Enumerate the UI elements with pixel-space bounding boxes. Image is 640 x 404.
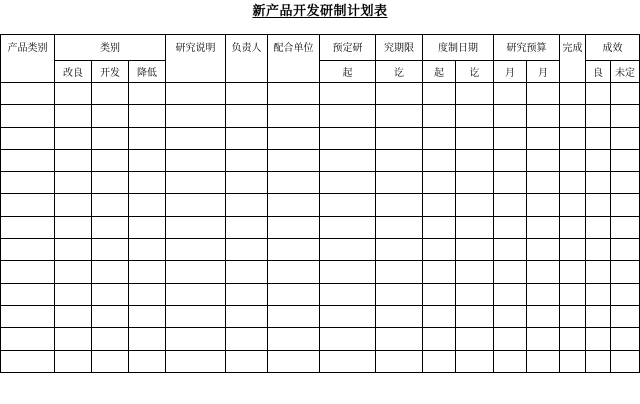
table-cell[interactable] bbox=[456, 305, 494, 327]
table-cell[interactable] bbox=[376, 283, 423, 305]
table-cell[interactable] bbox=[92, 105, 129, 127]
page-title bbox=[0, 3, 640, 21]
table-cell[interactable] bbox=[376, 216, 423, 238]
table-cell[interactable] bbox=[129, 239, 166, 261]
page-title-text: 新产品开发研制计划表 bbox=[252, 4, 388, 19]
table-cell[interactable] bbox=[527, 216, 560, 238]
table-cell[interactable] bbox=[55, 194, 92, 216]
table-cell[interactable] bbox=[55, 149, 92, 171]
table-cell[interactable] bbox=[527, 305, 560, 327]
table-cell[interactable] bbox=[527, 350, 560, 372]
table-cell[interactable] bbox=[320, 149, 376, 171]
table-cell[interactable] bbox=[166, 149, 226, 171]
table-cell[interactable] bbox=[166, 172, 226, 194]
table-cell[interactable] bbox=[226, 127, 268, 149]
table-cell[interactable] bbox=[268, 239, 320, 261]
table-cell[interactable] bbox=[92, 283, 129, 305]
table-cell[interactable] bbox=[586, 328, 611, 350]
table-cell[interactable] bbox=[226, 350, 268, 372]
table-cell[interactable] bbox=[611, 239, 640, 261]
table-cell[interactable] bbox=[376, 194, 423, 216]
table-cell[interactable] bbox=[268, 127, 320, 149]
table-cell[interactable] bbox=[494, 194, 527, 216]
header-result-good: 良 bbox=[586, 61, 611, 83]
table-cell[interactable] bbox=[611, 172, 640, 194]
table-cell[interactable] bbox=[611, 216, 640, 238]
table-cell[interactable] bbox=[560, 305, 586, 327]
table-cell[interactable] bbox=[268, 350, 320, 372]
table-cell[interactable] bbox=[527, 328, 560, 350]
table-row bbox=[1, 194, 640, 216]
table-cell[interactable] bbox=[166, 216, 226, 238]
table-cell[interactable] bbox=[586, 172, 611, 194]
header-period-start: 起 bbox=[320, 61, 376, 83]
table-cell[interactable] bbox=[560, 283, 586, 305]
table-cell[interactable] bbox=[129, 83, 166, 105]
table-row bbox=[1, 261, 640, 283]
table-cell[interactable] bbox=[268, 149, 320, 171]
table-cell[interactable] bbox=[226, 261, 268, 283]
table-cell[interactable] bbox=[423, 261, 456, 283]
table-cell[interactable] bbox=[166, 194, 226, 216]
table-cell[interactable] bbox=[456, 283, 494, 305]
table-cell[interactable] bbox=[586, 149, 611, 171]
table-cell[interactable] bbox=[55, 261, 92, 283]
table-cell[interactable] bbox=[55, 328, 92, 350]
table-cell[interactable] bbox=[456, 194, 494, 216]
table-cell[interactable] bbox=[226, 216, 268, 238]
table-cell[interactable] bbox=[92, 172, 129, 194]
table-cell[interactable] bbox=[268, 261, 320, 283]
table-row bbox=[1, 127, 640, 149]
table-cell[interactable] bbox=[1, 216, 55, 238]
plan-table bbox=[0, 34, 640, 373]
table-cell[interactable] bbox=[55, 305, 92, 327]
table-cell[interactable] bbox=[494, 149, 527, 171]
table-cell[interactable] bbox=[320, 350, 376, 372]
table-cell[interactable] bbox=[55, 83, 92, 105]
table-cell[interactable] bbox=[92, 239, 129, 261]
table-cell[interactable] bbox=[92, 216, 129, 238]
table-cell[interactable] bbox=[55, 239, 92, 261]
table-cell[interactable] bbox=[1, 350, 55, 372]
header-period-limit: 究期限 bbox=[376, 35, 423, 61]
table-cell[interactable] bbox=[586, 127, 611, 149]
table-cell[interactable] bbox=[1, 328, 55, 350]
table-cell[interactable] bbox=[560, 83, 586, 105]
table-cell[interactable] bbox=[268, 216, 320, 238]
table-cell[interactable] bbox=[494, 350, 527, 372]
table-cell[interactable] bbox=[226, 149, 268, 171]
table-cell[interactable] bbox=[1, 149, 55, 171]
table-cell[interactable] bbox=[55, 172, 92, 194]
table-cell[interactable] bbox=[1, 105, 55, 127]
table-cell[interactable] bbox=[226, 172, 268, 194]
table-cell[interactable] bbox=[166, 261, 226, 283]
header-result: 成效 bbox=[586, 35, 640, 61]
table-cell[interactable] bbox=[129, 283, 166, 305]
table-cell[interactable] bbox=[423, 239, 456, 261]
table-cell[interactable] bbox=[92, 194, 129, 216]
table-cell[interactable] bbox=[586, 105, 611, 127]
table-cell[interactable] bbox=[586, 216, 611, 238]
table-cell[interactable] bbox=[423, 105, 456, 127]
table-cell[interactable] bbox=[1, 239, 55, 261]
table-cell[interactable] bbox=[376, 328, 423, 350]
table-cell[interactable] bbox=[55, 216, 92, 238]
table-cell[interactable] bbox=[129, 261, 166, 283]
table-cell[interactable] bbox=[166, 105, 226, 127]
table-cell[interactable] bbox=[1, 261, 55, 283]
table-cell[interactable] bbox=[423, 83, 456, 105]
table-cell[interactable] bbox=[494, 216, 527, 238]
table-cell[interactable] bbox=[527, 149, 560, 171]
table-cell[interactable] bbox=[320, 261, 376, 283]
table-cell[interactable] bbox=[494, 127, 527, 149]
header-reduce: 降低 bbox=[129, 61, 166, 83]
table-cell[interactable] bbox=[423, 328, 456, 350]
table-cell[interactable] bbox=[166, 127, 226, 149]
table-cell[interactable] bbox=[1, 127, 55, 149]
table-cell[interactable] bbox=[494, 283, 527, 305]
table-cell[interactable] bbox=[268, 328, 320, 350]
table-cell[interactable] bbox=[456, 328, 494, 350]
table-cell[interactable] bbox=[129, 127, 166, 149]
table-cell[interactable] bbox=[268, 172, 320, 194]
table-cell[interactable] bbox=[376, 83, 423, 105]
table-cell[interactable] bbox=[268, 105, 320, 127]
table-cell[interactable] bbox=[320, 305, 376, 327]
table-cell[interactable] bbox=[423, 350, 456, 372]
table-cell[interactable] bbox=[560, 105, 586, 127]
table-cell[interactable] bbox=[166, 305, 226, 327]
table-cell[interactable] bbox=[92, 261, 129, 283]
header-partner-unit: 配合单位 bbox=[268, 35, 320, 83]
table-cell[interactable] bbox=[527, 283, 560, 305]
table-row bbox=[1, 83, 640, 105]
table-cell[interactable] bbox=[55, 283, 92, 305]
table-cell[interactable] bbox=[129, 305, 166, 327]
table-cell[interactable] bbox=[166, 350, 226, 372]
header-budget-month-2: 月 bbox=[527, 61, 560, 83]
table-body bbox=[1, 83, 640, 373]
table-cell[interactable] bbox=[423, 172, 456, 194]
table-cell[interactable] bbox=[456, 239, 494, 261]
table-cell[interactable] bbox=[55, 105, 92, 127]
table-cell[interactable] bbox=[611, 83, 640, 105]
table-cell[interactable] bbox=[611, 149, 640, 171]
table-cell[interactable] bbox=[494, 172, 527, 194]
table-cell[interactable] bbox=[586, 261, 611, 283]
table-cell[interactable] bbox=[456, 149, 494, 171]
table-row bbox=[1, 239, 640, 261]
table-cell[interactable] bbox=[456, 105, 494, 127]
table-cell[interactable] bbox=[494, 239, 527, 261]
header-product-category: 产品类别 bbox=[1, 35, 55, 83]
header-result-undetermined: 未定 bbox=[611, 61, 640, 83]
table-cell[interactable] bbox=[560, 328, 586, 350]
table-cell[interactable] bbox=[268, 194, 320, 216]
table-cell[interactable] bbox=[376, 305, 423, 327]
table-cell[interactable] bbox=[586, 239, 611, 261]
table-cell[interactable] bbox=[166, 328, 226, 350]
table-cell[interactable] bbox=[268, 305, 320, 327]
table-cell[interactable] bbox=[226, 83, 268, 105]
table-cell[interactable] bbox=[376, 149, 423, 171]
table-cell[interactable] bbox=[611, 305, 640, 327]
table-cell[interactable] bbox=[226, 105, 268, 127]
header-planned-research: 预定研 bbox=[320, 35, 376, 61]
header-develop: 开发 bbox=[92, 61, 129, 83]
table-cell[interactable] bbox=[527, 261, 560, 283]
table-row bbox=[1, 172, 640, 194]
table-cell[interactable] bbox=[423, 127, 456, 149]
header-date-end: 讫 bbox=[456, 61, 494, 83]
table-cell[interactable] bbox=[376, 105, 423, 127]
table-cell[interactable] bbox=[611, 328, 640, 350]
table-cell[interactable] bbox=[586, 83, 611, 105]
table-cell[interactable] bbox=[423, 283, 456, 305]
table-cell[interactable] bbox=[376, 127, 423, 149]
table-row bbox=[1, 216, 640, 238]
header-row-1 bbox=[1, 35, 640, 61]
table-cell[interactable] bbox=[494, 105, 527, 127]
table-cell[interactable] bbox=[129, 105, 166, 127]
table-cell[interactable] bbox=[320, 283, 376, 305]
table-cell[interactable] bbox=[423, 194, 456, 216]
header-budget-month-1: 月 bbox=[494, 61, 527, 83]
table-cell[interactable] bbox=[55, 127, 92, 149]
header-date-start: 起 bbox=[423, 61, 456, 83]
table-cell[interactable] bbox=[226, 305, 268, 327]
table-cell[interactable] bbox=[494, 305, 527, 327]
table-cell[interactable] bbox=[494, 83, 527, 105]
table-cell[interactable] bbox=[560, 194, 586, 216]
table-cell[interactable] bbox=[586, 305, 611, 327]
table-cell[interactable] bbox=[320, 239, 376, 261]
table-cell[interactable] bbox=[1, 283, 55, 305]
table-cell[interactable] bbox=[320, 216, 376, 238]
table-cell[interactable] bbox=[560, 149, 586, 171]
table-cell[interactable] bbox=[226, 283, 268, 305]
table-cell[interactable] bbox=[92, 350, 129, 372]
table-cell[interactable] bbox=[129, 328, 166, 350]
table-cell[interactable] bbox=[320, 194, 376, 216]
table-cell[interactable] bbox=[129, 149, 166, 171]
header-dev-date: 度制日期 bbox=[423, 35, 494, 61]
table-cell[interactable] bbox=[1, 172, 55, 194]
header-completed: 完成 bbox=[560, 35, 586, 83]
table-cell[interactable] bbox=[494, 328, 527, 350]
table-cell[interactable] bbox=[527, 172, 560, 194]
table-cell[interactable] bbox=[423, 149, 456, 171]
table-cell[interactable] bbox=[560, 350, 586, 372]
table-cell[interactable] bbox=[320, 105, 376, 127]
table-row bbox=[1, 305, 640, 327]
table-cell[interactable] bbox=[456, 172, 494, 194]
table-cell[interactable] bbox=[456, 83, 494, 105]
table-cell[interactable] bbox=[586, 283, 611, 305]
table-cell[interactable] bbox=[92, 127, 129, 149]
table-cell[interactable] bbox=[166, 283, 226, 305]
table-cell[interactable] bbox=[226, 239, 268, 261]
table-cell[interactable] bbox=[456, 350, 494, 372]
table-cell[interactable] bbox=[1, 305, 55, 327]
table-cell[interactable] bbox=[560, 261, 586, 283]
table-cell[interactable] bbox=[166, 83, 226, 105]
header-research-budget: 研究预算 bbox=[494, 35, 560, 61]
table-cell[interactable] bbox=[129, 216, 166, 238]
table-cell[interactable] bbox=[527, 239, 560, 261]
table-cell[interactable] bbox=[376, 261, 423, 283]
header-research-description: 研究说明 bbox=[166, 35, 226, 83]
table-cell[interactable] bbox=[376, 239, 423, 261]
table-cell[interactable] bbox=[423, 305, 456, 327]
table-row bbox=[1, 105, 640, 127]
table-cell[interactable] bbox=[166, 239, 226, 261]
table-cell[interactable] bbox=[1, 83, 55, 105]
header-category: 类别 bbox=[55, 35, 166, 61]
table-cell[interactable] bbox=[611, 283, 640, 305]
table-cell[interactable] bbox=[456, 261, 494, 283]
table-cell[interactable] bbox=[586, 194, 611, 216]
table-cell[interactable] bbox=[55, 350, 92, 372]
table-cell[interactable] bbox=[92, 149, 129, 171]
table-row bbox=[1, 283, 640, 305]
table-cell[interactable] bbox=[1, 194, 55, 216]
table-cell[interactable] bbox=[268, 83, 320, 105]
table-row bbox=[1, 149, 640, 171]
table-cell[interactable] bbox=[320, 83, 376, 105]
table-cell[interactable] bbox=[320, 127, 376, 149]
table-cell[interactable] bbox=[560, 239, 586, 261]
table-cell[interactable] bbox=[129, 194, 166, 216]
table-cell[interactable] bbox=[423, 216, 456, 238]
table-cell[interactable] bbox=[527, 105, 560, 127]
table-cell[interactable] bbox=[92, 83, 129, 105]
header-period-end: 讫 bbox=[376, 61, 423, 83]
table-cell[interactable] bbox=[92, 328, 129, 350]
table-cell[interactable] bbox=[456, 216, 494, 238]
header-person-in-charge: 负责人 bbox=[226, 35, 268, 83]
table-cell[interactable] bbox=[320, 328, 376, 350]
table-cell[interactable] bbox=[129, 172, 166, 194]
table-cell[interactable] bbox=[611, 261, 640, 283]
table-cell[interactable] bbox=[586, 350, 611, 372]
table-row bbox=[1, 350, 640, 372]
table-cell[interactable] bbox=[92, 305, 129, 327]
header-row-2 bbox=[1, 61, 640, 83]
table-cell[interactable] bbox=[226, 328, 268, 350]
table-cell[interactable] bbox=[527, 127, 560, 149]
table-cell[interactable] bbox=[611, 105, 640, 127]
table-cell[interactable] bbox=[611, 350, 640, 372]
table-cell[interactable] bbox=[560, 127, 586, 149]
table-row bbox=[1, 328, 640, 350]
table-cell[interactable] bbox=[376, 350, 423, 372]
header-improve: 改良 bbox=[55, 61, 92, 83]
table-cell[interactable] bbox=[527, 83, 560, 105]
table-cell[interactable] bbox=[527, 194, 560, 216]
table-cell[interactable] bbox=[376, 172, 423, 194]
table-cell[interactable] bbox=[611, 194, 640, 216]
table-cell[interactable] bbox=[494, 261, 527, 283]
table-cell[interactable] bbox=[560, 172, 586, 194]
table-cell[interactable] bbox=[560, 216, 586, 238]
table-cell[interactable] bbox=[611, 127, 640, 149]
table-cell[interactable] bbox=[129, 350, 166, 372]
table-cell[interactable] bbox=[226, 194, 268, 216]
table-cell[interactable] bbox=[320, 172, 376, 194]
table-cell[interactable] bbox=[268, 283, 320, 305]
table-cell[interactable] bbox=[456, 127, 494, 149]
